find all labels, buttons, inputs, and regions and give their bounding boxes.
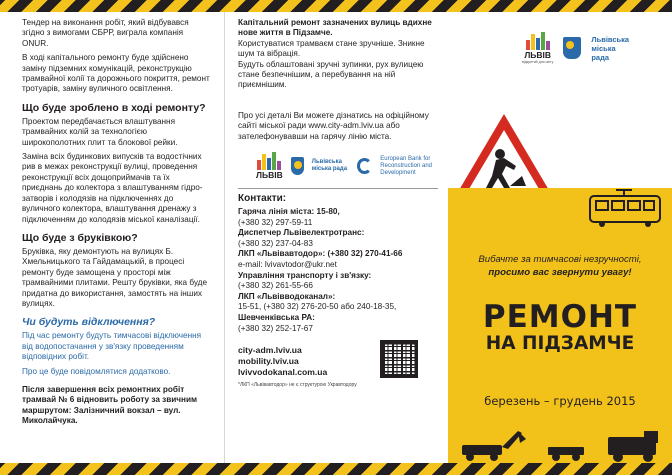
cover-lviv-text: ЛЬВІВ — [524, 50, 552, 60]
lviv-logo-text: ЛЬВІВ — [256, 170, 283, 181]
contact-value[interactable]: (+380 32) 297-59-11 — [238, 217, 313, 227]
contact-value[interactable]: (+380 32) 261-55-66 — [238, 281, 313, 291]
tram-route-paragraph: Після завершення всіх ремонтних робіт трамвай № 6 відновить роботу за звичним маршрутом: Залізничний вокзал – вул. Миколайчука. — [22, 384, 198, 426]
cover-logos — [522, 32, 635, 64]
cover-top — [448, 12, 672, 188]
paving-paragraph: Бруківка, яку демонтують на вулицях Б. Хмельницького та Гайдамацькій, в процесі ремонту буде замощена у просторі між трамвайними плитами. Решту бруківки, яка буде придатна до використання, замостять на інших вулицях. — [22, 246, 208, 308]
middle-intro-bold: Капітальний ремонт зазначених вулиць вдихне нове життя в Підзамче. — [238, 18, 432, 38]
cover-crest-icon — [563, 37, 581, 59]
ebrd-logo-icon — [357, 158, 372, 174]
cover-lviv-sub: відкритий для світу — [522, 60, 554, 64]
contact-list — [238, 207, 438, 334]
contacts-section — [238, 188, 438, 388]
works-dates: березень – грудень 2015 — [484, 394, 636, 408]
contact-label: Гаряча лінія міста: 15-80, — [238, 207, 340, 217]
details-paragraph: Про усі деталі Ви можете дізнатись на офіційному сайті міської ради www.city-adm.lviv.ua або зателефонувавши на гарячу лінію міста. — [238, 110, 429, 141]
cover-council-text: Львівська міська рада — [591, 34, 630, 62]
website-list — [238, 345, 327, 378]
outage-paragraph-1: Під час ремонту будуть тимчасові відключення від водопостачання у зв'язку проведенням відповідних робіт. — [22, 331, 202, 362]
ebrd-logo-text: European Bank for Reconstruction and Development — [380, 155, 432, 176]
contact-label: ЛКП «Львівавтодор»: (+380 32) 270-41-66 — [238, 249, 403, 259]
heading-outages: Чи будуть відключення? — [22, 316, 156, 329]
contact-label: ЛКП «Львівводоканал»: — [238, 291, 336, 301]
title-sub: НА ПІДЗАМЧЕ — [485, 333, 635, 354]
website-link[interactable]: lvivvodokanal.com.ua — [238, 367, 328, 378]
contact-label: Диспетчер Львівелектротранс: — [238, 228, 365, 238]
contact-label: Шевченківська РА: — [238, 313, 315, 322]
contact-value[interactable]: (+380 32) 252-17-67 — [238, 323, 313, 333]
apology-line-2: просимо вас звернути увагу! — [488, 266, 632, 278]
left-panel — [0, 12, 224, 463]
heading-what-will-be-done: Що буде зроблено в ході ремонту? — [22, 101, 206, 114]
council-logo-text: Львівська міська рада — [311, 159, 348, 173]
what-paragraph-2: Заміна всіх будинкових випусків та водостічних рив в межах реконструкції вулиці, проведення реконструкції всіх дощоприймачів та їх приєднань до колектора з влаштуванням гідро-затворів і колодязів на підключеннях до вуличного колектора, влаштування дренажу з підключенням до колодязів міської каналізації. — [22, 152, 203, 224]
bottom-hazard-stripe — [0, 463, 672, 475]
contact-value[interactable]: 15-51, (+380 32) 276-20-50 або 240-18-35, — [238, 302, 397, 312]
construction-machines-icon — [448, 423, 672, 463]
contact-label: Управління транспорту і зв'язку: — [238, 270, 372, 280]
contact-value[interactable]: (+380 32) 237-04-83 — [238, 238, 313, 248]
cover-title — [448, 299, 672, 354]
middle-intro-2: Будуть облаштовані зручні зупинки, рух вулицею стане безпечнішим, а перебування на ній приємнішим. — [238, 59, 424, 90]
website-link[interactable]: mobility.lviv.ua — [238, 356, 299, 367]
city-crest-icon — [291, 157, 304, 175]
lviv-logo — [256, 152, 283, 180]
tram-icon — [586, 186, 664, 230]
what-paragraph-1: Проектом передбачається влаштування трамвайних колій за технологією широкополотних плит та блокової рейки. — [22, 116, 178, 147]
middle-intro-1: Користуватися трамваєм стане зручніше. Зникне шум та вібрація. — [238, 38, 425, 59]
contact-value[interactable]: e-mail: lvivavtodor@ukr.net — [238, 260, 337, 270]
cover-panel — [448, 12, 672, 463]
qr-code-icon[interactable] — [380, 340, 418, 378]
outage-paragraph-2: Про це буде повідомлятися додатково. — [22, 366, 171, 376]
cover-lviv-logo — [522, 32, 553, 64]
heading-paving-stones: Що буде з бруківкою? — [22, 231, 138, 244]
title-main: РЕМОНТ — [482, 299, 638, 335]
intro-paragraph-1: Тендер на виконання робіт, який відбувався згідно з вимогами СБРР, виграла компанія ONUR. — [22, 18, 189, 48]
apology-text — [458, 254, 662, 279]
intro-paragraph-2: В ході капітального ремонту буде здійснено заміну підземних комунікацій, реконструкцію трамвайної колії та дорожнього покриття, ремонт тротуарів, заміну вуличного освітлення. — [22, 53, 210, 94]
top-hazard-stripe — [0, 0, 672, 12]
middle-panel — [224, 12, 448, 463]
contacts-title: Контакти: — [238, 193, 287, 205]
website-link[interactable]: city-adm.lviv.ua — [238, 345, 302, 356]
apology-line-1: Вибачте за тимчасові незручності, — [478, 254, 642, 265]
partner-logos — [256, 152, 438, 180]
footnote: *ЛКП «Львівавтодор» не є структурою Укравтодору — [238, 382, 357, 389]
